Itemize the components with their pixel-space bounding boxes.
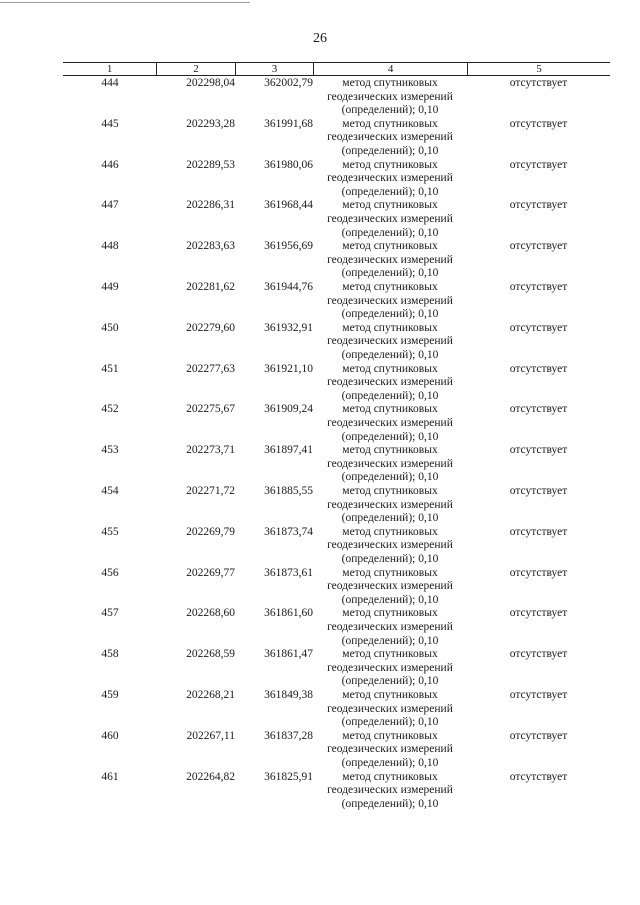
status-cell: отсутствует: [509, 240, 568, 253]
point-number-cell: [63, 280, 157, 321]
status-cell: отсутствует: [509, 280, 568, 293]
method-line: (определений); 0,10: [341, 348, 439, 361]
point-number-cell: [63, 606, 157, 647]
scan-edge-line: [0, 2, 250, 3]
point-number-cell: [63, 117, 157, 158]
method-description: [313, 362, 467, 403]
point-number-cell: [63, 566, 157, 607]
x-coordinate: 202279,60: [186, 321, 235, 334]
table-row: [63, 443, 610, 484]
x-coordinate: 202289,53: [186, 158, 235, 171]
method-line: метод спутниковых: [342, 566, 438, 579]
status-cell: отсутствует: [509, 362, 568, 375]
point-number: 449: [101, 280, 119, 293]
table-row: [63, 280, 610, 321]
status-cell: отсутствует: [509, 403, 568, 416]
method-line: геодезических измерений: [327, 539, 453, 552]
header-col-2: 2: [156, 63, 234, 75]
y-coordinate: 361944,76: [264, 280, 313, 293]
status-cell: отсутствует: [509, 729, 568, 742]
y-coordinate: 361968,44: [264, 199, 313, 212]
point-number-cell: [63, 239, 157, 280]
method-line: геодезических измерений: [327, 498, 453, 511]
table-row: [63, 729, 610, 770]
y-coordinate: 361849,38: [264, 688, 313, 701]
method-description: [313, 525, 467, 566]
status-cell: отсутствует: [509, 117, 568, 130]
method-line: (определений); 0,10: [341, 389, 439, 402]
method-description: [313, 566, 467, 607]
method-line: (определений); 0,10: [341, 471, 439, 484]
y-coordinate: 361921,10: [264, 362, 313, 375]
table-row: [63, 484, 610, 525]
y-coordinate: 362002,79: [264, 77, 313, 89]
point-number-cell: [63, 443, 157, 484]
method-line: метод спутниковых: [342, 321, 438, 334]
method-line: геодезических измерений: [327, 661, 453, 674]
y-coordinate: 361861,47: [264, 648, 313, 661]
point-number: 455: [101, 525, 119, 538]
table-row: [63, 525, 610, 566]
table-row: [63, 647, 610, 688]
method-description: [313, 117, 467, 158]
status-cell: отсутствует: [509, 770, 568, 783]
point-number: 457: [101, 607, 119, 620]
method-description: [313, 76, 467, 117]
table-row: [63, 239, 610, 280]
method-line: (определений); 0,10: [341, 104, 439, 117]
method-line: (определений); 0,10: [341, 512, 439, 525]
point-number-cell: [63, 198, 157, 239]
page-number: 26: [313, 31, 327, 46]
method-line: (определений); 0,10: [341, 756, 439, 769]
method-line: метод спутниковых: [342, 158, 438, 171]
method-line: метод спутниковых: [342, 688, 438, 701]
method-line: геодезических измерений: [327, 743, 453, 756]
method-line: (определений); 0,10: [341, 552, 439, 565]
method-line: метод спутниковых: [342, 444, 438, 457]
table-row: [63, 198, 610, 239]
point-number: 450: [101, 321, 119, 334]
point-number-cell: [63, 525, 157, 566]
x-coordinate: 202286,31: [186, 199, 235, 212]
method-line: геодезических измерений: [327, 335, 453, 348]
x-coordinate: 202268,21: [186, 688, 235, 701]
table-row: [63, 76, 610, 117]
point-number: 446: [101, 158, 119, 171]
table-row: [63, 688, 610, 729]
point-number: 461: [101, 770, 119, 783]
table-row: [63, 402, 610, 443]
point-number: 453: [101, 444, 119, 457]
point-number-cell: [63, 362, 157, 403]
header-col-4: 4: [313, 63, 467, 75]
point-number-cell: [63, 770, 157, 811]
table-row: [63, 606, 610, 647]
x-coordinate: 202269,77: [186, 566, 235, 579]
method-line: геодезических измерений: [327, 90, 453, 103]
status-cell: отсутствует: [509, 77, 568, 89]
method-line: метод спутниковых: [342, 525, 438, 538]
method-line: геодезических измерений: [327, 212, 453, 225]
method-line: метод спутниковых: [342, 199, 438, 212]
method-line: геодезических измерений: [327, 131, 453, 144]
point-number: 447: [101, 199, 119, 212]
header-col-5: 5: [467, 63, 610, 75]
method-description: [313, 321, 467, 362]
status-cell: отсутствует: [509, 444, 568, 457]
method-description: [313, 606, 467, 647]
method-line: геодезических измерений: [327, 784, 453, 797]
method-line: (определений); 0,10: [341, 185, 439, 198]
status-cell: отсутствует: [509, 566, 568, 579]
table-header-row: [63, 62, 610, 76]
method-line: метод спутниковых: [342, 729, 438, 742]
method-description: [313, 484, 467, 525]
method-line: (определений); 0,10: [341, 593, 439, 606]
method-line: (определений); 0,10: [341, 797, 439, 810]
point-number: 456: [101, 566, 119, 579]
method-line: метод спутниковых: [342, 770, 438, 783]
status-cell: отсутствует: [509, 688, 568, 701]
method-line: метод спутниковых: [342, 648, 438, 661]
point-number-cell: [63, 688, 157, 729]
method-line: метод спутниковых: [342, 280, 438, 293]
y-coordinate: 361873,74: [264, 525, 313, 538]
method-line: (определений); 0,10: [341, 308, 439, 321]
method-line: метод спутниковых: [342, 240, 438, 253]
y-coordinate: 361932,91: [264, 321, 313, 334]
x-coordinate: 202281,62: [186, 280, 235, 293]
status-cell: отсутствует: [509, 199, 568, 212]
method-description: [313, 402, 467, 443]
table-row: [63, 566, 610, 607]
y-coordinate: 361897,41: [264, 444, 313, 457]
method-line: геодезических измерений: [327, 457, 453, 470]
method-line: (определений); 0,10: [341, 267, 439, 280]
x-coordinate: 202298,04: [186, 77, 235, 89]
x-coordinate: 202271,72: [186, 484, 235, 497]
x-coordinate: 202267,11: [186, 729, 235, 742]
method-line: метод спутниковых: [342, 362, 438, 375]
method-line: геодезических измерений: [327, 416, 453, 429]
y-coordinate: 361885,55: [264, 484, 313, 497]
method-description: [313, 239, 467, 280]
method-line: метод спутниковых: [342, 117, 438, 130]
point-number-cell: [63, 158, 157, 199]
y-coordinate: 361825,91: [264, 770, 313, 783]
x-coordinate: 202273,71: [186, 444, 235, 457]
header-col-3: 3: [235, 63, 313, 75]
method-line: геодезических измерений: [327, 620, 453, 633]
point-number: 448: [101, 240, 119, 253]
x-coordinate: 202269,79: [186, 525, 235, 538]
y-coordinate: 361873,61: [264, 566, 313, 579]
method-line: геодезических измерений: [327, 580, 453, 593]
table-body: [63, 76, 610, 810]
point-number-cell: [63, 647, 157, 688]
point-number-cell: [63, 402, 157, 443]
point-number: 460: [101, 729, 119, 742]
point-number-cell: [63, 321, 157, 362]
status-cell: отсутствует: [509, 648, 568, 661]
table-row: [63, 158, 610, 199]
method-description: [313, 198, 467, 239]
method-description: [313, 443, 467, 484]
method-line: геодезических измерений: [327, 702, 453, 715]
y-coordinate: 361956,69: [264, 240, 313, 253]
y-coordinate: 361991,68: [264, 117, 313, 130]
method-line: геодезических измерений: [327, 253, 453, 266]
method-line: метод спутниковых: [342, 403, 438, 416]
point-number: 459: [101, 688, 119, 701]
table-row: [63, 321, 610, 362]
method-line: метод спутниковых: [342, 607, 438, 620]
method-description: [313, 688, 467, 729]
x-coordinate: 202268,60: [186, 607, 235, 620]
method-line: геодезических измерений: [327, 294, 453, 307]
point-number: 444: [101, 77, 119, 89]
method-line: метод спутниковых: [342, 484, 438, 497]
status-cell: отсутствует: [509, 607, 568, 620]
method-line: геодезических измерений: [327, 376, 453, 389]
x-coordinate: 202268,59: [186, 648, 235, 661]
status-cell: отсутствует: [509, 158, 568, 171]
y-coordinate: 361980,06: [264, 158, 313, 171]
method-description: [313, 770, 467, 811]
x-coordinate: 202283,63: [186, 240, 235, 253]
point-number: 451: [101, 362, 119, 375]
point-number: 452: [101, 403, 119, 416]
point-number: 445: [101, 117, 119, 130]
x-coordinate: 202275,67: [186, 403, 235, 416]
status-cell: отсутствует: [509, 321, 568, 334]
method-description: [313, 280, 467, 321]
coordinates-table: [63, 62, 610, 810]
table-row: [63, 770, 610, 811]
table-row: [63, 362, 610, 403]
method-line: (определений); 0,10: [341, 634, 439, 647]
point-number-cell: [63, 729, 157, 770]
header-col-1: 1: [106, 63, 113, 75]
status-cell: отсутствует: [509, 484, 568, 497]
table-row: [63, 117, 610, 158]
method-line: (определений); 0,10: [341, 430, 439, 443]
point-number-cell: [63, 484, 157, 525]
x-coordinate: 202264,82: [186, 770, 235, 783]
x-coordinate: 202277,63: [186, 362, 235, 375]
point-number-cell: [63, 76, 157, 117]
method-line: (определений); 0,10: [341, 226, 439, 239]
method-description: [313, 158, 467, 199]
method-line: (определений); 0,10: [341, 716, 439, 729]
method-line: геодезических измерений: [327, 172, 453, 185]
point-number: 454: [101, 484, 119, 497]
method-description: [313, 647, 467, 688]
status-cell: отсутствует: [509, 525, 568, 538]
point-number: 458: [101, 648, 119, 661]
x-coordinate: 202293,28: [186, 117, 235, 130]
method-description: [313, 729, 467, 770]
y-coordinate: 361861,60: [264, 607, 313, 620]
y-coordinate: 361909,24: [264, 403, 313, 416]
method-line: метод спутниковых: [342, 77, 438, 89]
y-coordinate: 361837,28: [264, 729, 313, 742]
method-line: (определений); 0,10: [341, 675, 439, 688]
method-line: (определений); 0,10: [341, 144, 439, 157]
